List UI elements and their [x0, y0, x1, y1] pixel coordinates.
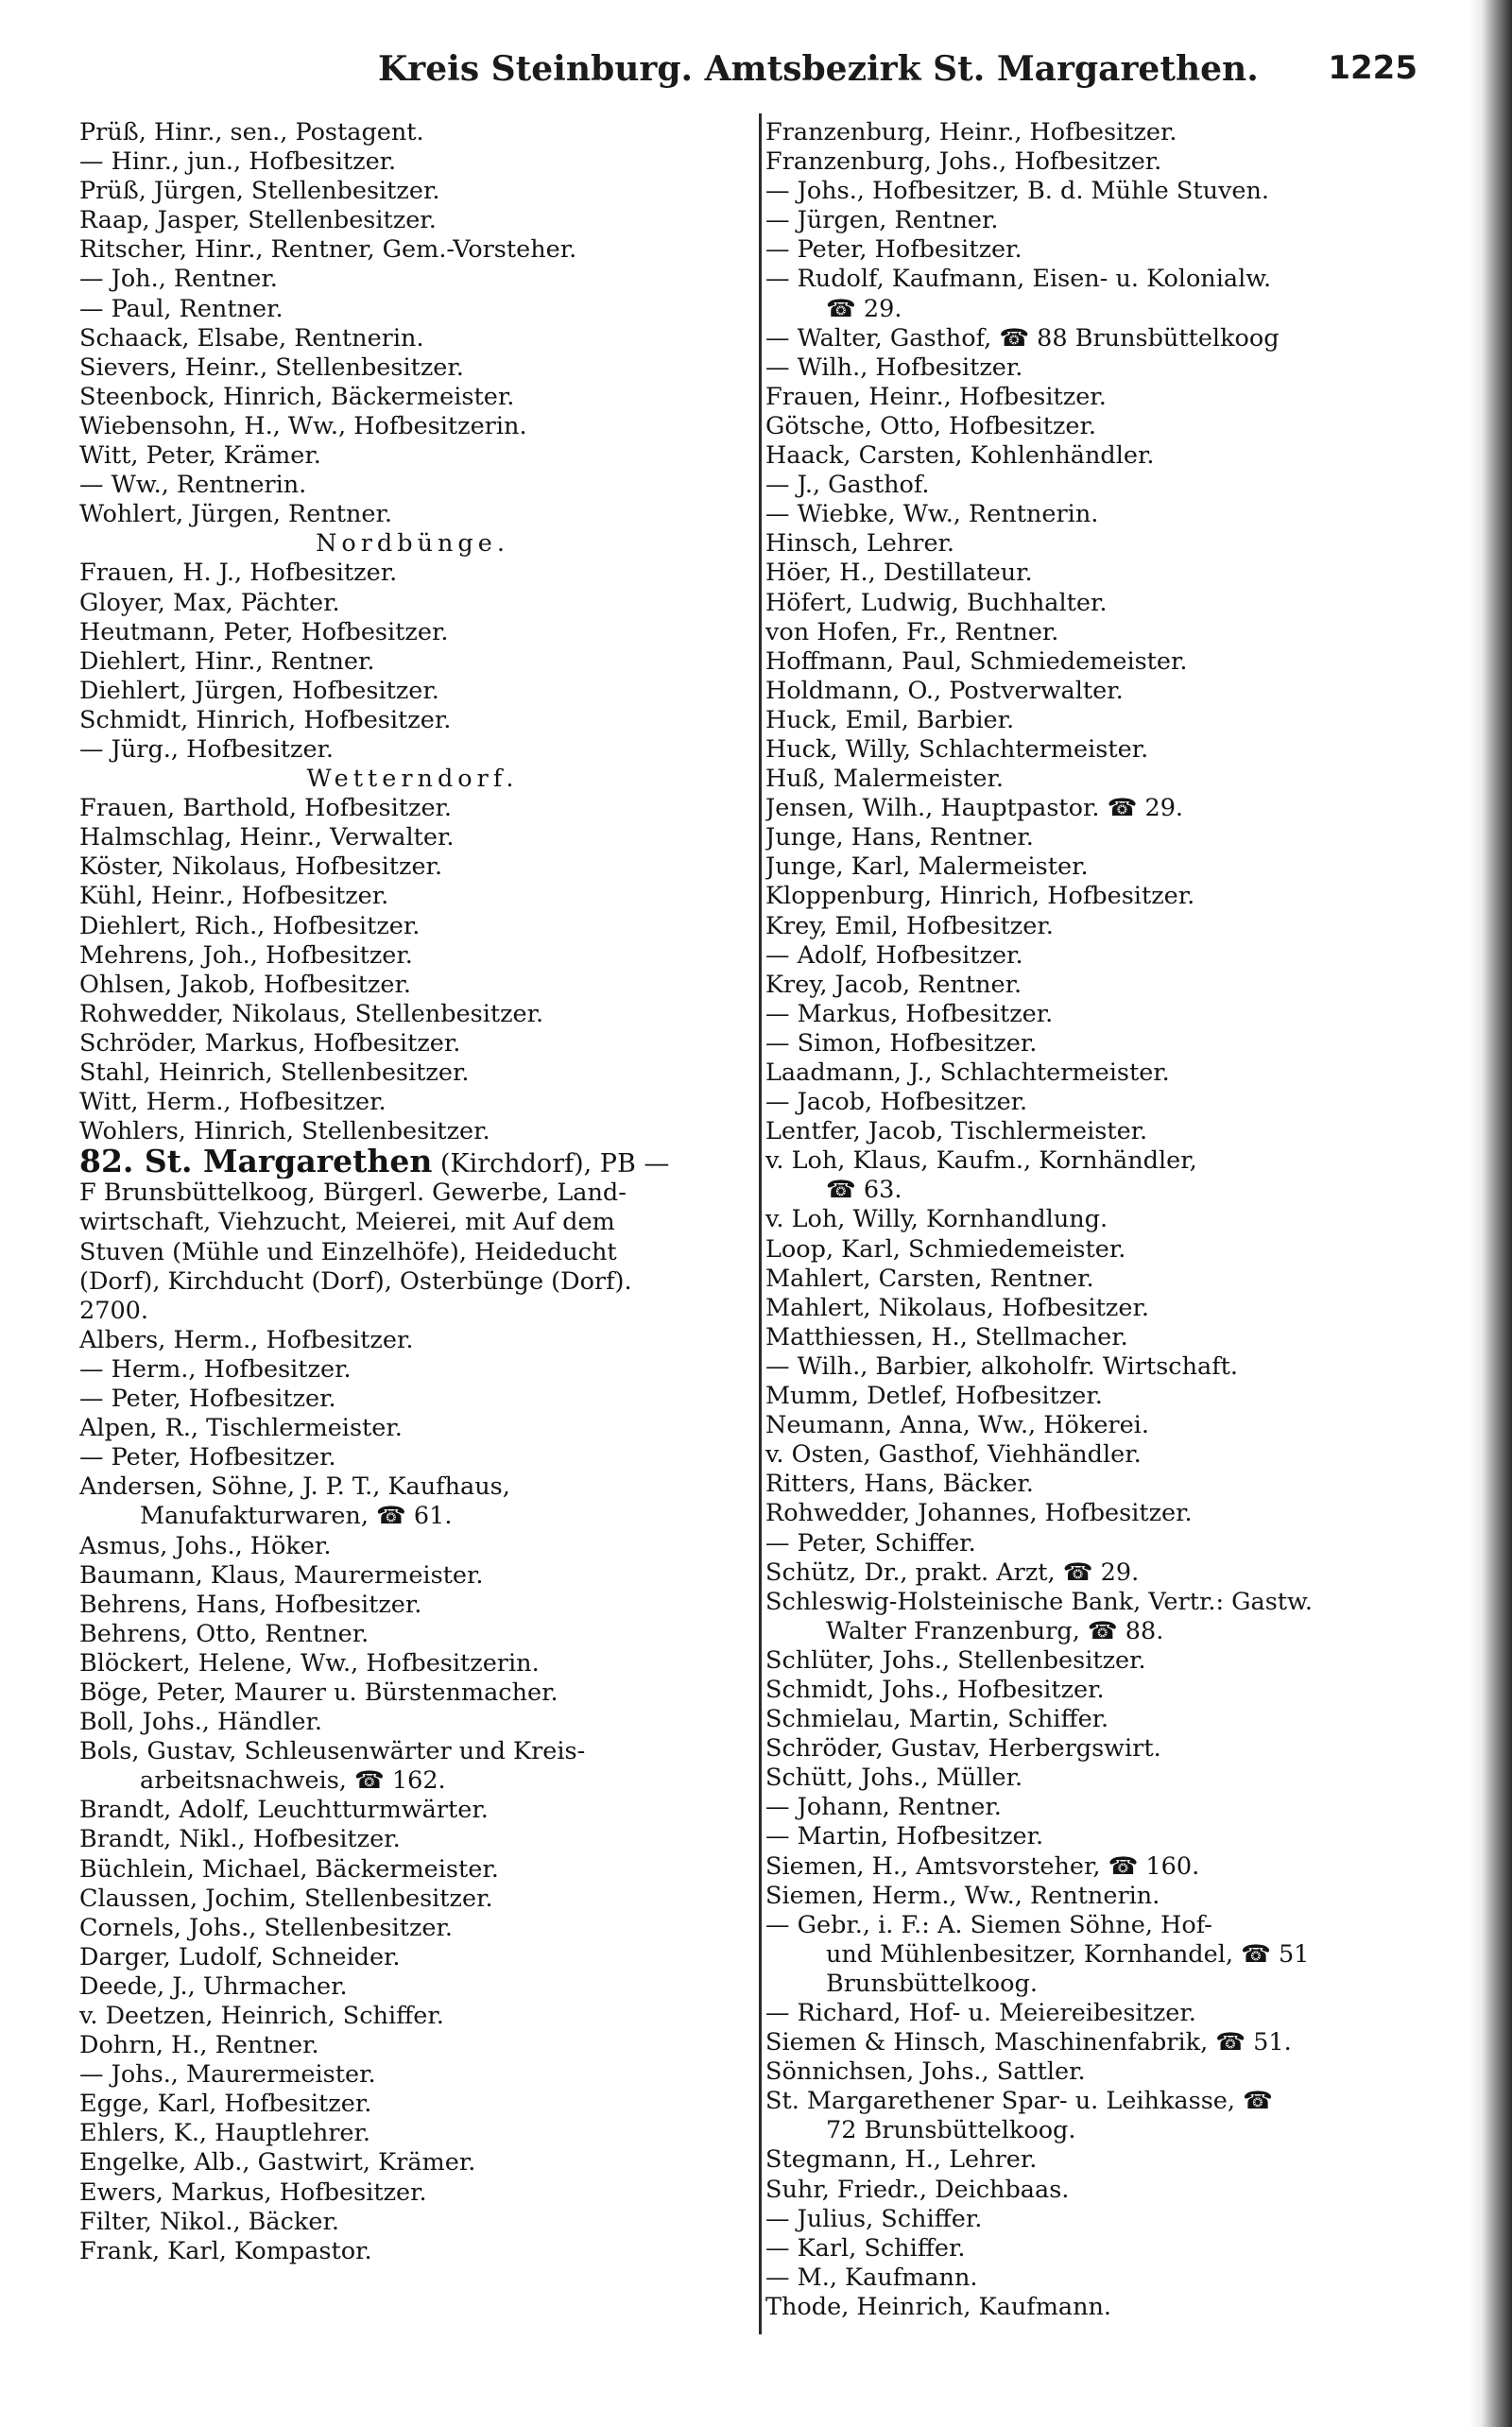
directory-entry: v. Deetzen, Heinrich, Schiffer.	[79, 2002, 444, 2030]
directory-entry: Schmidt, Hinrich, Hofbesitzer.	[79, 705, 452, 734]
directory-entry: Ehlers, K., Hauptlehrer.	[79, 2119, 371, 2148]
directory-entry: Schütt, Johs., Müller.	[765, 1764, 1023, 1793]
directory-entry: Siemen, H., Amtsvorsteher, ☎ 160.	[765, 1851, 1200, 1881]
directory-entry: Bols, Gustav, Schleusenwärter und Kreis-	[79, 1737, 586, 1766]
directory-entry: Höfert, Ludwig, Buchhalter.	[765, 588, 1108, 617]
directory-entry: Manufakturwaren, ☎ 61.	[140, 1502, 453, 1531]
directory-entry: Cornels, Johs., Stellenbesitzer.	[79, 1913, 453, 1942]
directory-entry: Huß, Malermeister.	[765, 765, 1004, 794]
directory-entry: Mahlert, Carsten, Rentner.	[765, 1264, 1094, 1293]
directory-entry: Frauen, H. J., Hofbesitzer.	[79, 559, 398, 588]
directory-entry: Schütz, Dr., prakt. Arzt, ☎ 29.	[765, 1558, 1140, 1587]
directory-entry: — Johann, Rentner.	[765, 1793, 1002, 1822]
directory-entry: wirtschaft, Viehzucht, Meierei, mit Auf dem	[79, 1208, 615, 1237]
directory-entry: — Hinr., jun., Hofbesitzer.	[79, 147, 397, 177]
directory-entry: 2700.	[79, 1296, 149, 1325]
directory-entry: Andersen, Söhne, J. P. T., Kaufhaus,	[79, 1472, 510, 1502]
directory-entry: — Ww., Rentnerin.	[79, 471, 307, 500]
directory-entry: v. Loh, Klaus, Kaufm., Kornhändler,	[765, 1146, 1197, 1176]
directory-entry: Steenbock, Hinrich, Bäckermeister.	[79, 382, 515, 411]
directory-entry: Schröder, Markus, Hofbesitzer.	[79, 1028, 461, 1058]
left-column	[79, 118, 746, 2266]
directory-entry: Holdmann, O., Postverwalter.	[765, 676, 1124, 705]
directory-entry: — Jürg., Hofbesitzer.	[79, 734, 335, 764]
directory-entry: — Walter, Gasthof, ☎ 88 Brunsbüttelkoog	[765, 323, 1280, 353]
directory-entry: Ohlsen, Jakob, Hofbesitzer.	[79, 970, 412, 999]
directory-entry: Behrens, Otto, Rentner.	[79, 1619, 369, 1648]
directory-entry: Huck, Willy, Schlachtermeister.	[765, 734, 1149, 764]
directory-entry: Diehlert, Jürgen, Hofbesitzer.	[79, 676, 439, 705]
directory-entry: Gloyer, Max, Pächter.	[79, 588, 340, 617]
right-column	[765, 118, 1448, 2322]
directory-entry: von Hofen, Fr., Rentner.	[765, 617, 1059, 646]
directory-entry: Wohlert, Jürgen, Rentner.	[79, 500, 393, 529]
directory-entry: — Peter, Hofbesitzer.	[765, 235, 1022, 265]
directory-entry: — Joh., Rentner.	[79, 265, 278, 294]
directory-entry: Alpen, R., Tischlermeister.	[79, 1414, 403, 1443]
directory-entry: Schleswig-Holsteinische Bank, Vertr.: Gastw.	[765, 1587, 1313, 1616]
directory-entry: — Gebr., i. F.: A. Siemen Söhne, Hof-	[765, 1910, 1212, 1939]
directory-entry: — Simon, Hofbesitzer.	[765, 1028, 1038, 1058]
directory-entry: — Peter, Schiffer.	[765, 1528, 976, 1558]
directory-entry: — Wilh., Barbier, alkoholfr. Wirtschaft.	[765, 1351, 1238, 1381]
directory-entry: Brunsbüttelkoog.	[826, 1969, 1038, 1998]
directory-entry: Franzenburg, Johs., Hofbesitzer.	[765, 147, 1162, 177]
directory-entry: — J., Gasthof.	[765, 471, 930, 500]
directory-entry: Diehlert, Hinr., Rentner.	[79, 646, 375, 676]
directory-entry: Jensen, Wilh., Hauptpastor. ☎ 29.	[765, 794, 1184, 823]
directory-entry: — Jürgen, Rentner.	[765, 206, 999, 235]
directory-entry: Sönnichsen, Johs., Sattler.	[765, 2057, 1086, 2087]
directory-entry: Ewers, Markus, Hofbesitzer.	[79, 2177, 427, 2207]
directory-entry: Frauen, Barthold, Hofbesitzer.	[79, 794, 453, 823]
directory-entry: Frank, Karl, Kompastor.	[79, 2236, 372, 2265]
directory-entry: Kühl, Heinr., Hofbesitzer.	[79, 882, 389, 911]
directory-entry: Ritscher, Hinr., Rentner, Gem.-Vorsteher.	[79, 235, 577, 265]
directory-entry: Suhr, Friedr., Deichbaas.	[765, 2175, 1070, 2204]
directory-entry: Diehlert, Rich., Hofbesitzer.	[79, 911, 421, 940]
directory-entry: Rohwedder, Nikolaus, Stellenbesitzer.	[79, 999, 544, 1028]
directory-entry: Brandt, Adolf, Leuchtturmwärter.	[79, 1796, 489, 1825]
directory-entry: Stegmann, H., Lehrer.	[765, 2145, 1038, 2175]
page-number: 1225	[1328, 49, 1418, 87]
directory-entry: 72 Brunsbüttelkoog.	[826, 2116, 1076, 2145]
directory-entry: Sievers, Heinr., Stellenbesitzer.	[79, 353, 464, 382]
directory-entry: — Richard, Hof- u. Meiereibesitzer.	[765, 1999, 1196, 2027]
district-heading: Nordbünge.	[316, 529, 509, 559]
directory-entry: — Johs., Hofbesitzer, B. d. Mühle Stuven.	[765, 177, 1270, 206]
directory-entry: Schaack, Elsabe, Rentnerin.	[79, 323, 424, 353]
directory-entry: — Peter, Hofbesitzer.	[79, 1385, 336, 1414]
directory-entry: Raap, Jasper, Stellenbesitzer.	[79, 206, 437, 235]
directory-entry: Walter Franzenburg, ☎ 88.	[826, 1616, 1164, 1645]
district-heading: Wetterndorf.	[306, 765, 519, 794]
directory-entry: Wohlers, Hinrich, Stellenbesitzer.	[79, 1117, 490, 1146]
directory-entry: Höer, H., Destillateur.	[765, 559, 1033, 588]
directory-entry: Filter, Nikol., Bäcker.	[79, 2207, 339, 2236]
directory-entry: Haack, Carsten, Kohlenhändler.	[765, 441, 1155, 471]
directory-entry: Stuven (Mühle und Einzelhöfe), Heideducht	[79, 1237, 617, 1266]
directory-entry: Claussen, Jochim, Stellenbesitzer.	[79, 1884, 493, 1913]
section-title: 82. St. Margarethen	[79, 1146, 433, 1179]
directory-entry: v. Osten, Gasthof, Viehhändler.	[765, 1440, 1142, 1470]
directory-entry: Köster, Nikolaus, Hofbesitzer.	[79, 852, 443, 882]
directory-entry: Matthiessen, H., Stellmacher.	[765, 1322, 1128, 1351]
directory-entry: Laadmann, J., Schlachtermeister.	[765, 1059, 1170, 1087]
section-heading: 82. St. Margarethen (Kirchdorf), PB —	[79, 1146, 746, 1179]
directory-entry: Wiebensohn, H., Ww., Hofbesitzerin.	[79, 411, 527, 440]
page-edge-shadow	[1469, 0, 1512, 2427]
page-header	[0, 49, 1512, 87]
directory-entry: Schmielau, Martin, Schiffer.	[765, 1705, 1109, 1734]
directory-entry: Götsche, Otto, Hofbesitzer.	[765, 411, 1096, 440]
directory-entry: Hinsch, Lehrer.	[765, 529, 955, 559]
directory-entry: — Johs., Maurermeister.	[79, 2060, 376, 2090]
directory-entry: Siemen & Hinsch, Maschinenfabrik, ☎ 51.	[765, 2028, 1292, 2057]
directory-entry: Hoffmann, Paul, Schmiedemeister.	[765, 646, 1188, 676]
directory-entry: Schmidt, Johs., Hofbesitzer.	[765, 1675, 1105, 1704]
directory-entry: Egge, Karl, Hofbesitzer.	[79, 2090, 372, 2119]
directory-entry: — Adolf, Hofbesitzer.	[765, 940, 1023, 970]
directory-entry: Krey, Emil, Hofbesitzer.	[765, 911, 1054, 940]
directory-entry: — Wilh., Hofbesitzer.	[765, 353, 1023, 382]
directory-entry: Albers, Herm., Hofbesitzer.	[79, 1325, 414, 1354]
directory-entry: Boll, Johs., Händler.	[79, 1708, 322, 1737]
directory-entry: — Jacob, Hofbesitzer.	[765, 1088, 1028, 1117]
directory-entry: Stahl, Heinrich, Stellenbesitzer.	[79, 1059, 470, 1087]
directory-entry: — Karl, Schiffer.	[765, 2233, 966, 2263]
directory-entry: Blöckert, Helene, Ww., Hofbesitzerin.	[79, 1648, 540, 1678]
directory-entry: — Paul, Rentner.	[79, 294, 284, 323]
directory-entry: Asmus, Johs., Höker.	[79, 1531, 332, 1560]
directory-entry: arbeitsnachweis, ☎ 162.	[140, 1766, 446, 1796]
directory-entry: Prüß, Jürgen, Stellenbesitzer.	[79, 177, 440, 206]
directory-entry: Behrens, Hans, Hofbesitzer.	[79, 1590, 422, 1619]
directory-entry: Mehrens, Joh., Hofbesitzer.	[79, 940, 413, 970]
directory-entry: Mumm, Detlef, Hofbesitzer.	[765, 1382, 1103, 1411]
directory-entry: v. Loh, Willy, Kornhandlung.	[765, 1205, 1108, 1234]
column-divider	[759, 113, 762, 2334]
directory-entry: ☎ 29.	[826, 294, 902, 323]
directory-entry: Huck, Emil, Barbier.	[765, 705, 1015, 734]
directory-entry: Kloppenburg, Hinrich, Hofbesitzer.	[765, 882, 1195, 911]
directory-entry: (Dorf), Kirchducht (Dorf), Osterbünge (Dorf).	[79, 1266, 632, 1296]
directory-entry: Halmschlag, Heinr., Verwalter.	[79, 823, 455, 852]
directory-entry: Junge, Karl, Malermeister.	[765, 852, 1089, 882]
directory-entry: Loop, Karl, Schmiedemeister.	[765, 1234, 1126, 1264]
directory-entry: — Wiebke, Ww., Rentnerin.	[765, 500, 1099, 529]
directory-entry: Lentfer, Jacob, Tischlermeister.	[765, 1117, 1148, 1146]
directory-entry: Büchlein, Michael, Bäckermeister.	[79, 1854, 499, 1884]
directory-entry: Brandt, Nikl., Hofbesitzer.	[79, 1825, 401, 1854]
directory-entry: F Brunsbüttelkoog, Bürgerl. Gewerbe, Land-	[79, 1179, 627, 1208]
directory-entry: Deede, J., Uhrmacher.	[79, 1971, 348, 2001]
directory-entry: und Mühlenbesitzer, Kornhandel, ☎ 51	[826, 1939, 1310, 1969]
directory-entry: Witt, Herm., Hofbesitzer.	[79, 1088, 387, 1117]
directory-entry: Rohwedder, Johannes, Hofbesitzer.	[765, 1499, 1193, 1528]
directory-entry: Engelke, Alb., Gastwirt, Krämer.	[79, 2148, 476, 2177]
directory-entry: — Martin, Hofbesitzer.	[765, 1822, 1044, 1851]
directory-entry: Schlüter, Johs., Stellenbesitzer.	[765, 1645, 1146, 1675]
directory-entry: Witt, Peter, Krämer.	[79, 441, 321, 471]
directory-entry: Mahlert, Nikolaus, Hofbesitzer.	[765, 1293, 1149, 1322]
directory-entry: Franzenburg, Heinr., Hofbesitzer.	[765, 118, 1177, 146]
directory-entry: Junge, Hans, Rentner.	[765, 823, 1034, 852]
directory-entry: Thode, Heinrich, Kaufmann.	[765, 2292, 1112, 2321]
directory-entry: — Rudolf, Kaufmann, Eisen- u. Kolonialw.	[765, 265, 1272, 294]
directory-entry: Krey, Jacob, Rentner.	[765, 970, 1022, 999]
directory-entry: Ritters, Hans, Bäcker.	[765, 1470, 1034, 1499]
directory-entry: Baumann, Klaus, Maurermeister.	[79, 1560, 484, 1590]
directory-entry: Frauen, Heinr., Hofbesitzer.	[765, 382, 1107, 411]
directory-entry: — Markus, Hofbesitzer.	[765, 999, 1054, 1028]
directory-entry: Schröder, Gustav, Herbergswirt.	[765, 1734, 1161, 1764]
directory-entry: — Julius, Schiffer.	[765, 2204, 983, 2233]
directory-entry: Dohrn, H., Rentner.	[79, 2031, 319, 2060]
directory-entry: Prüß, Hinr., sen., Postagent.	[79, 118, 424, 146]
directory-entry: — Peter, Hofbesitzer.	[79, 1443, 336, 1472]
directory-entry: Böge, Peter, Maurer u. Bürstenmacher.	[79, 1678, 558, 1707]
directory-entry: Darger, Ludolf, Schneider.	[79, 1942, 401, 1971]
running-title: Kreis Steinburg. Amtsbezirk St. Margarethen.	[378, 49, 1259, 89]
directory-entry: ☎ 63.	[826, 1176, 902, 1205]
directory-entry: — Herm., Hofbesitzer.	[79, 1354, 352, 1384]
directory-entry: St. Margarethener Spar- u. Leihkasse, ☎	[765, 2087, 1273, 2116]
directory-entry: Neumann, Anna, Ww., Hökerei.	[765, 1411, 1149, 1440]
directory-entry: — M., Kaufmann.	[765, 2263, 978, 2292]
directory-entry: Siemen, Herm., Ww., Rentnerin.	[765, 1881, 1160, 1910]
directory-entry: Heutmann, Peter, Hofbesitzer.	[79, 617, 449, 646]
